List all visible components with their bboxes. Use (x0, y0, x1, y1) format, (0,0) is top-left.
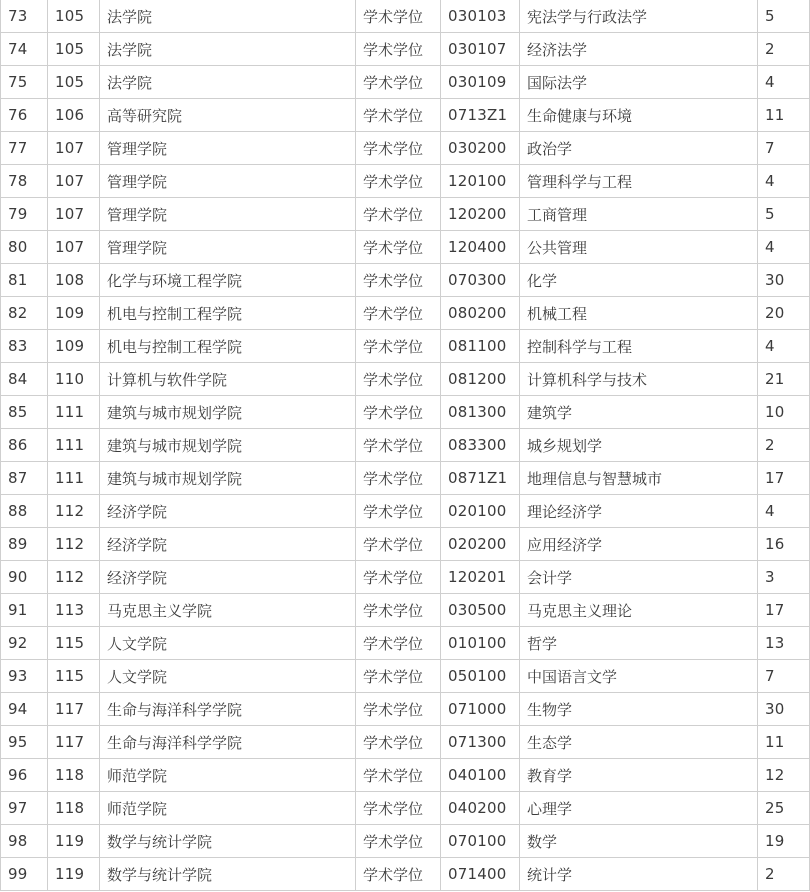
quota-cell: 4 (758, 66, 810, 99)
major-name-cell: 控制科学与工程 (520, 330, 758, 363)
major-name-cell: 宪法学与行政法学 (520, 0, 758, 33)
unit-code-cell: 111 (48, 462, 100, 495)
major-name-cell: 地理信息与智慧城市 (520, 462, 758, 495)
degree-type-cell: 学术学位 (356, 330, 441, 363)
unit-code-cell: 117 (48, 726, 100, 759)
row-index-cell: 85 (1, 396, 48, 429)
major-code-cell: 010100 (441, 627, 520, 660)
major-code-cell: 030107 (441, 33, 520, 66)
row-index-cell: 79 (1, 198, 48, 231)
degree-type-cell: 学术学位 (356, 165, 441, 198)
major-name-cell: 数学 (520, 825, 758, 858)
college-name-cell: 法学院 (100, 66, 356, 99)
degree-type-cell: 学术学位 (356, 561, 441, 594)
college-name-cell: 数学与统计学院 (100, 825, 356, 858)
quota-cell: 12 (758, 759, 810, 792)
college-name-cell: 人文学院 (100, 660, 356, 693)
row-index-cell: 91 (1, 594, 48, 627)
college-name-cell: 机电与控制工程学院 (100, 330, 356, 363)
college-name-cell: 机电与控制工程学院 (100, 297, 356, 330)
college-name-cell: 师范学院 (100, 759, 356, 792)
major-code-cell: 120100 (441, 165, 520, 198)
degree-type-cell: 学术学位 (356, 132, 441, 165)
quota-cell: 4 (758, 495, 810, 528)
degree-type-cell: 学术学位 (356, 858, 441, 891)
row-index-cell: 88 (1, 495, 48, 528)
major-name-cell: 化学 (520, 264, 758, 297)
row-index-cell: 74 (1, 33, 48, 66)
row-index-cell: 97 (1, 792, 48, 825)
row-index-cell: 77 (1, 132, 48, 165)
major-code-cell: 030500 (441, 594, 520, 627)
major-code-cell: 040200 (441, 792, 520, 825)
unit-code-cell: 111 (48, 396, 100, 429)
college-name-cell: 法学院 (100, 33, 356, 66)
quota-cell: 2 (758, 858, 810, 891)
unit-code-cell: 111 (48, 429, 100, 462)
table-row (1, 759, 810, 792)
row-index-cell: 94 (1, 693, 48, 726)
major-code-cell: 0713Z1 (441, 99, 520, 132)
table-row (1, 726, 810, 759)
major-code-cell: 070100 (441, 825, 520, 858)
quota-cell: 2 (758, 33, 810, 66)
degree-type-cell: 学术学位 (356, 528, 441, 561)
row-index-cell: 80 (1, 231, 48, 264)
quota-cell: 7 (758, 660, 810, 693)
row-index-cell: 90 (1, 561, 48, 594)
degree-type-cell: 学术学位 (356, 693, 441, 726)
unit-code-cell: 117 (48, 693, 100, 726)
table-row (1, 0, 810, 33)
major-name-cell: 马克思主义理论 (520, 594, 758, 627)
major-name-cell: 建筑学 (520, 396, 758, 429)
table-row (1, 693, 810, 726)
degree-type-cell: 学术学位 (356, 594, 441, 627)
major-code-cell: 120201 (441, 561, 520, 594)
degree-type-cell: 学术学位 (356, 198, 441, 231)
unit-code-cell: 105 (48, 66, 100, 99)
unit-code-cell: 107 (48, 198, 100, 231)
row-index-cell: 93 (1, 660, 48, 693)
row-index-cell: 86 (1, 429, 48, 462)
college-name-cell: 法学院 (100, 0, 356, 33)
major-name-cell: 管理科学与工程 (520, 165, 758, 198)
major-name-cell: 经济法学 (520, 33, 758, 66)
college-name-cell: 管理学院 (100, 198, 356, 231)
row-index-cell: 98 (1, 825, 48, 858)
major-code-cell: 083300 (441, 429, 520, 462)
unit-code-cell: 106 (48, 99, 100, 132)
major-name-cell: 生命健康与环境 (520, 99, 758, 132)
major-code-cell: 081100 (441, 330, 520, 363)
row-index-cell: 81 (1, 264, 48, 297)
quota-cell: 19 (758, 825, 810, 858)
major-name-cell: 中国语言文学 (520, 660, 758, 693)
major-code-cell: 070300 (441, 264, 520, 297)
table-row (1, 363, 810, 396)
row-index-cell: 95 (1, 726, 48, 759)
major-code-cell: 0871Z1 (441, 462, 520, 495)
major-name-cell: 公共管理 (520, 231, 758, 264)
major-name-cell: 政治学 (520, 132, 758, 165)
quota-cell: 13 (758, 627, 810, 660)
unit-code-cell: 107 (48, 231, 100, 264)
major-code-cell: 120400 (441, 231, 520, 264)
table-row (1, 528, 810, 561)
table-row (1, 132, 810, 165)
college-name-cell: 生命与海洋科学学院 (100, 693, 356, 726)
table-row (1, 66, 810, 99)
degree-type-cell: 学术学位 (356, 660, 441, 693)
quota-cell: 4 (758, 165, 810, 198)
degree-type-cell: 学术学位 (356, 825, 441, 858)
row-index-cell: 78 (1, 165, 48, 198)
unit-code-cell: 105 (48, 33, 100, 66)
degree-type-cell: 学术学位 (356, 66, 441, 99)
table-row (1, 330, 810, 363)
table-body (1, 0, 810, 891)
quota-cell: 17 (758, 462, 810, 495)
major-code-cell: 120200 (441, 198, 520, 231)
degree-type-cell: 学术学位 (356, 462, 441, 495)
row-index-cell: 76 (1, 99, 48, 132)
unit-code-cell: 118 (48, 792, 100, 825)
college-name-cell: 建筑与城市规划学院 (100, 396, 356, 429)
degree-type-cell: 学术学位 (356, 33, 441, 66)
major-name-cell: 理论经济学 (520, 495, 758, 528)
unit-code-cell: 112 (48, 528, 100, 561)
unit-code-cell: 115 (48, 627, 100, 660)
table-row (1, 297, 810, 330)
college-name-cell: 建筑与城市规划学院 (100, 429, 356, 462)
unit-code-cell: 109 (48, 330, 100, 363)
major-name-cell: 生物学 (520, 693, 758, 726)
degree-type-cell: 学术学位 (356, 297, 441, 330)
unit-code-cell: 112 (48, 561, 100, 594)
degree-type-cell: 学术学位 (356, 363, 441, 396)
quota-cell: 11 (758, 726, 810, 759)
table-row (1, 165, 810, 198)
college-name-cell: 生命与海洋科学学院 (100, 726, 356, 759)
major-name-cell: 生态学 (520, 726, 758, 759)
major-code-cell: 071300 (441, 726, 520, 759)
major-code-cell: 071400 (441, 858, 520, 891)
unit-code-cell: 107 (48, 165, 100, 198)
major-code-cell: 071000 (441, 693, 520, 726)
quota-cell: 4 (758, 330, 810, 363)
college-name-cell: 经济学院 (100, 528, 356, 561)
unit-code-cell: 107 (48, 132, 100, 165)
college-name-cell: 经济学院 (100, 561, 356, 594)
college-name-cell: 高等研究院 (100, 99, 356, 132)
major-name-cell: 机械工程 (520, 297, 758, 330)
unit-code-cell: 115 (48, 660, 100, 693)
quota-cell: 30 (758, 693, 810, 726)
major-code-cell: 081200 (441, 363, 520, 396)
table-row (1, 462, 810, 495)
table-row (1, 594, 810, 627)
quota-cell: 4 (758, 231, 810, 264)
college-name-cell: 管理学院 (100, 165, 356, 198)
unit-code-cell: 119 (48, 858, 100, 891)
college-name-cell: 管理学院 (100, 132, 356, 165)
degree-type-cell: 学术学位 (356, 726, 441, 759)
table-row (1, 561, 810, 594)
major-code-cell: 020200 (441, 528, 520, 561)
major-name-cell: 统计学 (520, 858, 758, 891)
degree-type-cell: 学术学位 (356, 99, 441, 132)
table-row (1, 660, 810, 693)
quota-cell: 10 (758, 396, 810, 429)
major-code-cell: 050100 (441, 660, 520, 693)
table-row (1, 792, 810, 825)
table-row (1, 198, 810, 231)
degree-type-cell: 学术学位 (356, 792, 441, 825)
major-name-cell: 应用经济学 (520, 528, 758, 561)
college-name-cell: 数学与统计学院 (100, 858, 356, 891)
major-code-cell: 040100 (441, 759, 520, 792)
degree-type-cell: 学术学位 (356, 0, 441, 33)
row-index-cell: 87 (1, 462, 48, 495)
college-name-cell: 建筑与城市规划学院 (100, 462, 356, 495)
quota-cell: 11 (758, 99, 810, 132)
college-name-cell: 管理学院 (100, 231, 356, 264)
quota-cell: 21 (758, 363, 810, 396)
row-index-cell: 92 (1, 627, 48, 660)
major-code-cell: 030200 (441, 132, 520, 165)
unit-code-cell: 112 (48, 495, 100, 528)
degree-type-cell: 学术学位 (356, 627, 441, 660)
major-code-cell: 030103 (441, 0, 520, 33)
unit-code-cell: 109 (48, 297, 100, 330)
degree-type-cell: 学术学位 (356, 396, 441, 429)
table-row (1, 858, 810, 891)
college-name-cell: 师范学院 (100, 792, 356, 825)
college-name-cell: 人文学院 (100, 627, 356, 660)
quota-cell: 20 (758, 297, 810, 330)
unit-code-cell: 113 (48, 594, 100, 627)
major-name-cell: 哲学 (520, 627, 758, 660)
table-row (1, 99, 810, 132)
table-row (1, 396, 810, 429)
table-row (1, 429, 810, 462)
row-index-cell: 96 (1, 759, 48, 792)
unit-code-cell: 119 (48, 825, 100, 858)
row-index-cell: 73 (1, 0, 48, 33)
quota-cell: 16 (758, 528, 810, 561)
quota-cell: 2 (758, 429, 810, 462)
quota-cell: 30 (758, 264, 810, 297)
major-name-cell: 教育学 (520, 759, 758, 792)
major-name-cell: 城乡规划学 (520, 429, 758, 462)
quota-cell: 17 (758, 594, 810, 627)
major-code-cell: 020100 (441, 495, 520, 528)
degree-type-cell: 学术学位 (356, 264, 441, 297)
major-name-cell: 计算机科学与技术 (520, 363, 758, 396)
quota-cell: 5 (758, 198, 810, 231)
major-name-cell: 工商管理 (520, 198, 758, 231)
unit-code-cell: 118 (48, 759, 100, 792)
row-index-cell: 82 (1, 297, 48, 330)
unit-code-cell: 105 (48, 0, 100, 33)
unit-code-cell: 110 (48, 363, 100, 396)
row-index-cell: 75 (1, 66, 48, 99)
table-row (1, 33, 810, 66)
table-row (1, 495, 810, 528)
degree-type-cell: 学术学位 (356, 429, 441, 462)
major-name-cell: 心理学 (520, 792, 758, 825)
quota-cell: 3 (758, 561, 810, 594)
quota-cell: 25 (758, 792, 810, 825)
college-name-cell: 计算机与软件学院 (100, 363, 356, 396)
table-row (1, 627, 810, 660)
degree-type-cell: 学术学位 (356, 759, 441, 792)
major-code-cell: 030109 (441, 66, 520, 99)
table-row (1, 264, 810, 297)
major-name-cell: 国际法学 (520, 66, 758, 99)
row-index-cell: 99 (1, 858, 48, 891)
degree-type-cell: 学术学位 (356, 495, 441, 528)
quota-cell: 7 (758, 132, 810, 165)
table-row (1, 825, 810, 858)
row-index-cell: 83 (1, 330, 48, 363)
major-code-cell: 081300 (441, 396, 520, 429)
row-index-cell: 89 (1, 528, 48, 561)
college-name-cell: 经济学院 (100, 495, 356, 528)
major-name-cell: 会计学 (520, 561, 758, 594)
college-name-cell: 化学与环境工程学院 (100, 264, 356, 297)
quota-cell: 5 (758, 0, 810, 33)
unit-code-cell: 108 (48, 264, 100, 297)
college-name-cell: 马克思主义学院 (100, 594, 356, 627)
major-code-cell: 080200 (441, 297, 520, 330)
row-index-cell: 84 (1, 363, 48, 396)
degree-type-cell: 学术学位 (356, 231, 441, 264)
table-row (1, 231, 810, 264)
